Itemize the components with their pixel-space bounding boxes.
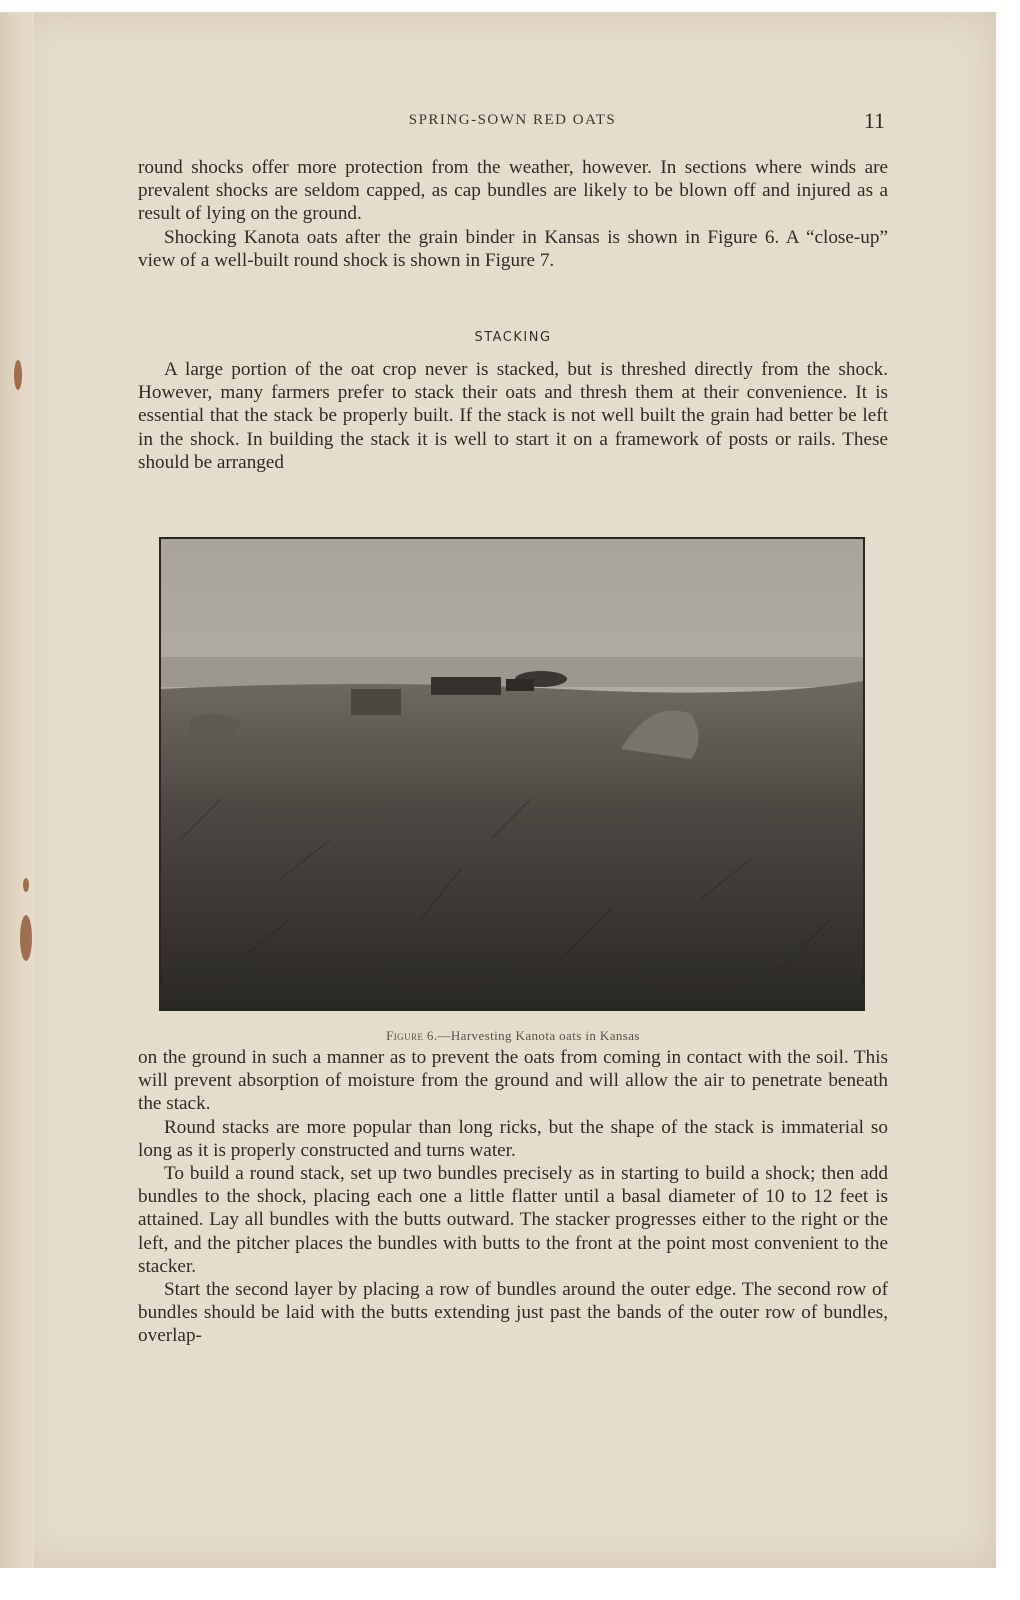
figure-photo (159, 537, 865, 1011)
paragraph: To build a round stack, set up two bundles precisely as in starting to build a shock; then add bundles to the shock, placing each one a little flatter until a basal diameter of 10 to 12 feet is attained. Lay all bundles with the butts outward. The stacker progresses either to the right or the left, and the pitcher places the bundles with butts to the front at the point most convenient to the stacker. (138, 1163, 888, 1277)
paragraph: on the ground in such a manner as to prevent the oats from coming in contact with the soil. This will prevent absorption of moisture from the ground and will allow the air to penetrate beneath the stack. (138, 1047, 888, 1115)
page-spine (0, 12, 34, 1568)
paragraph: Start the second layer by placing a row of bundles around the outer edge. The second row of bundles should be laid with the butts extending just past the bands of the outer row of bundles, overlap- (138, 1279, 888, 1347)
paragraph: Round stacks are more popular than long ricks, but the shape of the stack is immaterial so long as it is properly constructed and turns water. (138, 1116, 888, 1161)
paragraph: round shocks offer more protection from the weather, however. In sections where winds are prevalent shocks are seldom capped, as cap bundles are likely to be blown off and injured as a result of lying on the ground. (138, 157, 888, 225)
running-title: SPRING-SOWN RED OATS (408, 112, 617, 128)
harvest-field-photo (161, 539, 863, 1009)
section-heading: STACKING (474, 330, 552, 345)
rust-stain (14, 360, 22, 390)
figure-label: Figure 6. (386, 1028, 438, 1043)
running-header (140, 108, 885, 134)
paragraph: A large portion of the oat crop never is stacked, but is threshed directly from the shock. However, many farmers prefer to stack their oats and thresh them at their convenience. It is essential that the stack be properly built. If the stack is not well built the grain had better be left in the shock. In building the stack it is well to start it on a framework of posts or rails. These should be arranged (138, 359, 888, 473)
bottom-text-block (138, 1046, 888, 1348)
top-text-block (138, 156, 888, 272)
page-number: 11 (863, 108, 885, 133)
stacking-text-block (138, 358, 888, 474)
rust-stain (20, 915, 32, 961)
figure-caption (138, 1028, 888, 1044)
paragraph: Shocking Kanota oats after the grain binder in Kansas is shown in Figure 6. A “close-up” view of a well-built round shock is shown in Figure 7. (138, 226, 888, 271)
figure-caption-text: —Harvesting Kanota oats in Kansas (437, 1028, 640, 1043)
rust-stain (23, 878, 29, 892)
